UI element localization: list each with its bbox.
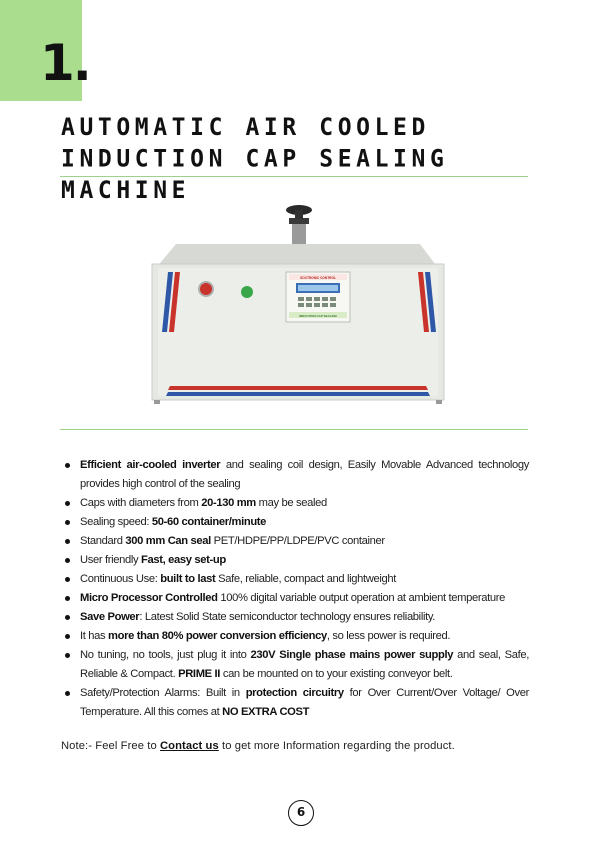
- feature-highlight: Save Power: [80, 611, 140, 623]
- feature-text: No tuning, no tools, just plug it into: [80, 649, 251, 661]
- divider-top: [60, 176, 528, 177]
- feature-text: may be sealed: [255, 497, 327, 509]
- feature-item: [64, 589, 529, 608]
- feature-highlight: Micro Processor Controlled: [80, 592, 218, 604]
- feature-item: [64, 646, 529, 684]
- feature-text: Sealing speed:: [80, 516, 152, 528]
- feature-list: [64, 456, 529, 722]
- feature-item: [64, 684, 529, 722]
- feature-text: Standard: [80, 535, 126, 547]
- feature-highlight: more than 80% power conversion efficiency: [108, 630, 327, 642]
- product-image: [146, 196, 450, 414]
- feature-text: 100% digital variable output operation at ambient temperature: [217, 592, 506, 604]
- feature-text: , so less power is required.: [326, 630, 451, 642]
- section-number: 1.: [40, 34, 90, 92]
- feature-text: : Latest Solid State semiconductor technology ensures reliability.: [139, 611, 436, 623]
- feature-text: Safety/Protection Alarms: Built in: [80, 687, 246, 699]
- contact-us-link[interactable]: Contact us: [160, 740, 219, 752]
- page-number: 6: [288, 800, 314, 826]
- feature-text: can be mounted on to your existing conveyor belt.: [220, 668, 453, 680]
- feature-text: for Over Current/Over Voltage/ Over Temperature. All this comes at: [80, 687, 530, 718]
- note: [61, 738, 541, 754]
- feature-highlight: 50-60 container/minute: [151, 516, 267, 528]
- section-number-box: [0, 0, 90, 101]
- indicator-light: [241, 286, 253, 298]
- feature-highlight: Efficient air-cooled inverter: [80, 459, 221, 471]
- feature-highlight: 20-130 mm: [201, 497, 256, 509]
- feature-highlight: protection circuitry: [245, 687, 344, 699]
- panel-model: INDUCTION CAP SEALING: [299, 314, 337, 318]
- feature-highlight: NO EXTRA COST: [222, 706, 310, 718]
- feature-item: [64, 532, 529, 551]
- feature-item: [64, 570, 529, 589]
- feature-item: [64, 513, 529, 532]
- feature-item: [64, 456, 529, 494]
- feature-highlight: built to last: [160, 573, 216, 585]
- feature-item: [64, 608, 529, 627]
- control-panel: [286, 272, 350, 322]
- divider-bottom: [60, 429, 528, 430]
- feature-highlight: Fast, easy set-up: [141, 554, 226, 566]
- feature-text: It has: [80, 630, 109, 642]
- panel-brand: SOCTRONIC CONTROL: [300, 276, 336, 280]
- note-suffix: to get more Information regarding the product.: [218, 740, 455, 752]
- feature-item: [64, 627, 529, 646]
- feature-item: [64, 551, 529, 570]
- title-line-1: AUTOMATIC AIR COOLED: [61, 114, 430, 142]
- feature-text: Safe, reliable, compact and lightweight: [215, 573, 396, 585]
- feature-text: Continuous Use:: [80, 573, 161, 585]
- feature-text: PET/HDPE/PP/LDPE/PVC container: [210, 535, 385, 547]
- feature-highlight: PRIME II: [178, 668, 221, 680]
- feature-text: Caps with diameters from: [80, 497, 202, 509]
- feature-item: [64, 494, 529, 513]
- note-prefix: Note:- Feel Free to: [61, 740, 160, 752]
- feature-highlight: 230V Single phase mains power supply: [250, 649, 454, 661]
- feature-text: User friendly: [80, 554, 142, 566]
- power-button: [200, 283, 212, 295]
- feature-text: and sealing coil design, Easily Movable Advanced technology provides high control of the sealing: [80, 459, 529, 490]
- feature-text: and seal, Safe, Reliable & Compact.: [80, 649, 529, 680]
- title-line-2: INDUCTION CAP SEALING MACHINE: [61, 145, 449, 205]
- page-title: [61, 112, 541, 207]
- feature-highlight: 300 mm Can seal: [125, 535, 211, 547]
